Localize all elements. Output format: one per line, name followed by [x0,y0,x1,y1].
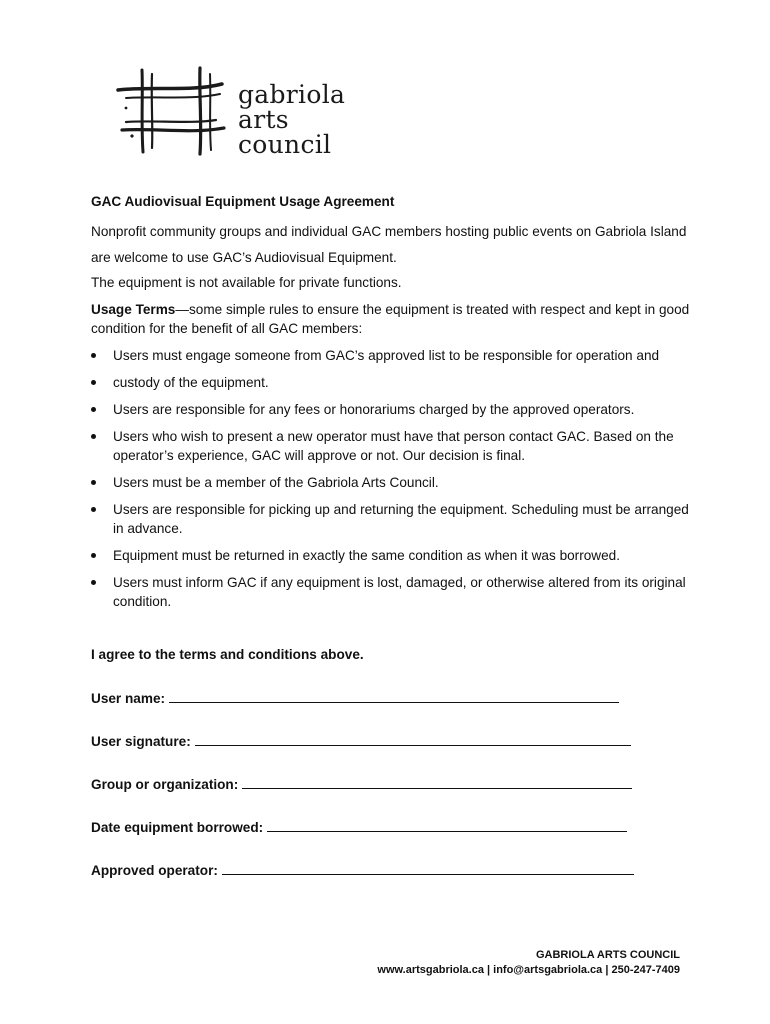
group-field [91,774,691,794]
user-name-label: User name: [91,691,166,706]
bullet-icon [91,580,96,585]
list-item: Users are responsible for any fees or honorariums charged by the approved operators. [91,400,691,419]
logo-wordmark [238,82,345,157]
list-item: Equipment must be returned in exactly the same condition as when it was borrowed. [91,546,691,565]
bullet-icon [91,507,96,512]
list-item: Users are responsible for picking up and returning the equipment. Scheduling must be arranged in advance. [91,500,691,538]
bullet-icon [91,434,96,439]
usage-terms-text: —some simple rules to ensure the equipment is treated with respect and kept in good condition for the benefit of all GAC members: [91,302,690,336]
approved-operator-input-line[interactable] [222,860,634,875]
list-item: Users must be a member of the Gabriola Arts Council. [91,473,691,492]
private-functions-note: The equipment is not available for private functions. [91,275,402,290]
usage-terms-intro [91,300,691,338]
bullet-icon [91,407,96,412]
footer-org-name: GABRIOLA ARTS COUNCIL [535,949,680,961]
list-item: Users who wish to present a new operator must have that person contact GAC. Based on the operator’s experience, GAC will approve or not. Our decision is final. [91,427,691,465]
usage-terms-label: Usage Terms [91,302,176,317]
user-name-input-line[interactable] [169,688,619,703]
bullet-icon [91,553,96,558]
approved-operator-field [91,860,691,880]
bullet-icon [91,480,96,485]
user-signature-field [91,731,691,751]
group-label: Group or organization: [91,777,239,792]
date-borrowed-input-line[interactable] [267,817,627,832]
intro-paragraph: Nonprofit community groups and individual GAC members hosting public events on Gabriola Island are welcome to use GAC’s Audiovisual Equipment. [91,224,687,265]
user-name-field [91,688,691,708]
list-item: custody of the equipment. [91,373,691,392]
logo-line-3: council [238,130,332,159]
terms-list [91,346,691,611]
date-borrowed-field [91,817,691,837]
user-signature-input-line[interactable] [195,731,631,746]
gac-hash-logo-icon [112,64,232,160]
user-signature-label: User signature: [91,734,191,749]
list-item: Users must engage someone from GAC’s approved list to be responsible for operation and [91,346,691,365]
logo-line-1: gabriola [238,80,346,109]
list-item: Users must inform GAC if any equipment is lost, damaged, or otherwise altered from its original condition. [91,573,691,611]
footer [377,948,680,978]
group-input-line[interactable] [242,774,632,789]
logo-line-2: arts [238,105,289,134]
document-title: GAC Audiovisual Equipment Usage Agreement [91,194,395,209]
date-borrowed-label: Date equipment borrowed: [91,820,264,835]
approved-operator-label: Approved operator: [91,863,218,878]
bullet-icon [91,353,96,358]
bullet-icon [91,380,96,385]
agree-statement: I agree to the terms and conditions above. [91,647,364,662]
gac-logo [112,64,352,160]
agreement-body [91,192,691,880]
footer-contact: www.artsgabriola.ca | info@artsgabriola.ca | 250-247-7409 [377,964,680,976]
